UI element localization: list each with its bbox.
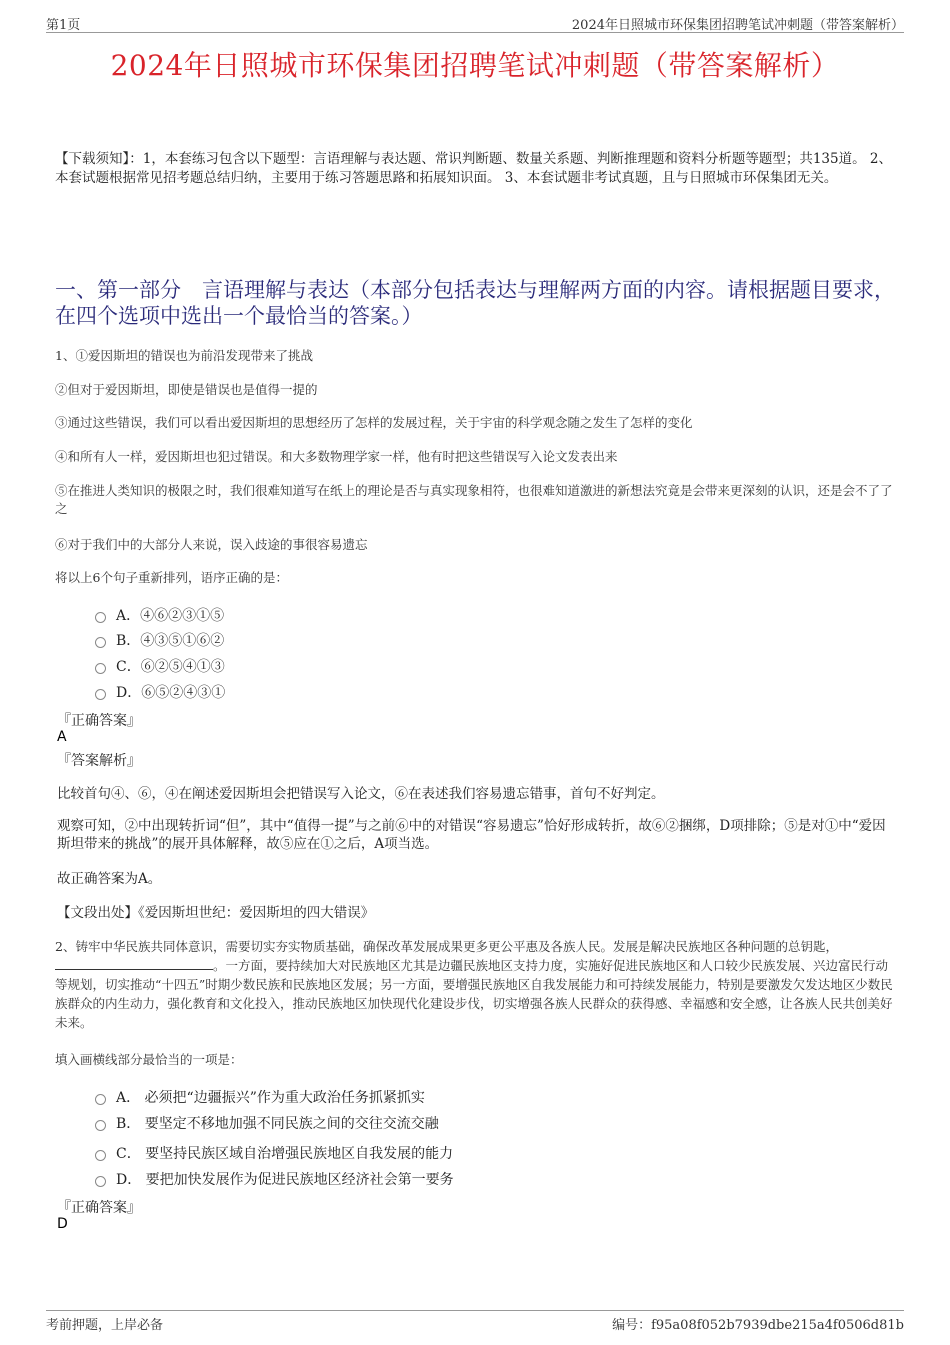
q1-line-5: ⑤在推进人类知识的极限之时，我们很难知道写在纸上的理论是否与真实现象相符，也很难知道激进的新想法究竟是会带来更深刻的认识，还是会不了了之 — [55, 483, 893, 516]
q1-line-2: ②但对于爱因斯坦，即使是错误也是值得一提的 — [55, 382, 318, 397]
q2-stem-end: 。一方面，要持续加大对民族地区尤其是边疆民族地区支持力度，实施好促进民族地区和人口较少民族发展、兴边富民行动等规划，切实推动“十四五”时期少数民族和民族地区发展；另一方面，要增强民族地区自我发展能力和可持续发展能力，特别是要激发欠发达地区少数民族群众的内生动力，强化教育和文化投入，推动民族地区加快现代化建设步伐，切实增强各族人民群众的获得感、幸福感和安全感，让各族人民共创美好未来。 — [55, 958, 893, 1030]
option-label: A．④⑥②③①⑤ — [116, 608, 225, 624]
q1-line-4: ④和所有人一样，爱因斯坦也犯过错误。和大多数物理学家一样，他有时把这些错误写入论文发表出来 — [55, 449, 618, 464]
q1-line-3: ③通过这些错误，我们可以看出爱因斯坦的思想经历了怎样的发展过程，关于宇宙的科学观念随之发生了怎样的变化 — [55, 415, 693, 430]
radio-icon[interactable] — [95, 689, 106, 700]
q1-source: 【文段出处】《爱因斯坦世纪：爱因斯坦的四大错误》 — [57, 905, 375, 921]
q2-option-d[interactable] — [95, 1169, 454, 1189]
radio-icon[interactable] — [95, 1094, 106, 1105]
option-label: C．⑥②⑤④①③ — [116, 659, 225, 675]
q1-line-6: ⑥对于我们中的大部分人来说，误入歧途的事很容易遗忘 — [55, 537, 368, 552]
option-label: D． 要把加快发展作为促进民族地区经济社会第一要务 — [116, 1172, 454, 1188]
header-doc-title: 2024年日照城市环保集团招聘笔试冲刺题（带答案解析） — [571, 18, 904, 33]
option-label: C． 要坚持民族区域自治增强民族地区自我发展的能力 — [116, 1146, 454, 1162]
q1-option-d[interactable] — [95, 682, 225, 702]
footer-slogan: 考前押题，上岸必备 — [46, 1318, 164, 1333]
q2-stem — [55, 937, 895, 1032]
page-number: 第1页 — [46, 18, 81, 33]
option-label: D．⑥⑤②④③① — [116, 685, 226, 701]
q2-option-c[interactable] — [95, 1143, 453, 1163]
radio-icon[interactable] — [95, 1176, 106, 1187]
q2-answer: D — [57, 1216, 68, 1232]
q2-option-a[interactable] — [95, 1087, 425, 1107]
footer-divider — [46, 1310, 904, 1311]
q2-prompt: 填入画横线部分最恰当的一项是： — [55, 1052, 243, 1067]
download-notice: 【下载须知】：1，本套练习包含以下题型：言语理解与表达题、常识判断题、数量关系题、判断推理题和资料分析题等题型；共135道。 2、本套试题根据常见招考题总结归纳，主要用于练习答题思路和拓展知识面。 3、本套试题非考试真题，且与日照城市环保集团无关。 — [55, 151, 892, 186]
option-label: B． 要坚定不移地加强不同民族之间的交往交流交融 — [116, 1116, 439, 1132]
option-label: A． 必须把“边疆振兴”作为重大政治任务抓紧抓实 — [116, 1090, 425, 1106]
document-title: 2024年日照城市环保集团招聘笔试冲刺题（带答案解析） — [110, 49, 840, 82]
q1-prompt: 将以上6个句子重新排列，语序正确的是： — [55, 570, 288, 585]
q1-option-a[interactable] — [95, 605, 224, 625]
q1-analysis-para-1: 比较首句④、⑥，④在阐述爱因斯坦会把错误写入论文，⑥在表述我们容易遗忘错事，首句不好判定。 — [57, 786, 665, 802]
header-divider — [46, 32, 904, 33]
q1-line-1: 1、①爱因斯坦的错误也为前沿发现带来了挑战 — [55, 348, 313, 363]
q1-option-c[interactable] — [95, 656, 225, 676]
radio-icon[interactable] — [95, 1150, 106, 1161]
q1-answer-label: 『正确答案』 — [57, 713, 141, 729]
radio-icon[interactable] — [95, 612, 106, 623]
footer-serial: 编号：f95a08f052b7939dbe215a4f0506d81b — [612, 1318, 904, 1333]
radio-icon[interactable] — [95, 663, 106, 674]
q2-stem-start: 2、铸牢中华民族共同体意识，需要切实夯实物质基础，确保改革发展成果更多更公平惠及各族人民。发展是解决民族地区各种问题的总钥匙， — [55, 939, 838, 954]
q1-analysis-label: 『答案解析』 — [57, 753, 141, 769]
q2-answer-label: 『正确答案』 — [57, 1200, 141, 1216]
radio-icon[interactable] — [95, 1120, 106, 1131]
q2-option-b[interactable] — [95, 1113, 439, 1133]
radio-icon[interactable] — [95, 637, 106, 648]
q1-analysis-para-2: 观察可知，②中出现转折词“但”，其中“值得一提”与之前⑥中的对错误“容易遗忘”恰好形成转折，故⑥②捆绑，D项排除；⑤是对①中“爱因斯坦带来的挑战”的展开具体解释，故⑤应在①之后，A项当选。 — [57, 818, 886, 852]
q1-option-b[interactable] — [95, 630, 224, 650]
q1-analysis-para-3: 故正确答案为A。 — [57, 871, 162, 887]
section-heading: 一、第一部分 言语理解与表达（本部分包括表达与理解两方面的内容。请根据题目要求，在四个选项中选出一个最恰当的答案。） — [55, 278, 895, 328]
q1-answer: A — [57, 729, 67, 745]
option-label: B．④③⑤①⑥② — [116, 633, 225, 649]
fill-blank — [55, 957, 213, 970]
